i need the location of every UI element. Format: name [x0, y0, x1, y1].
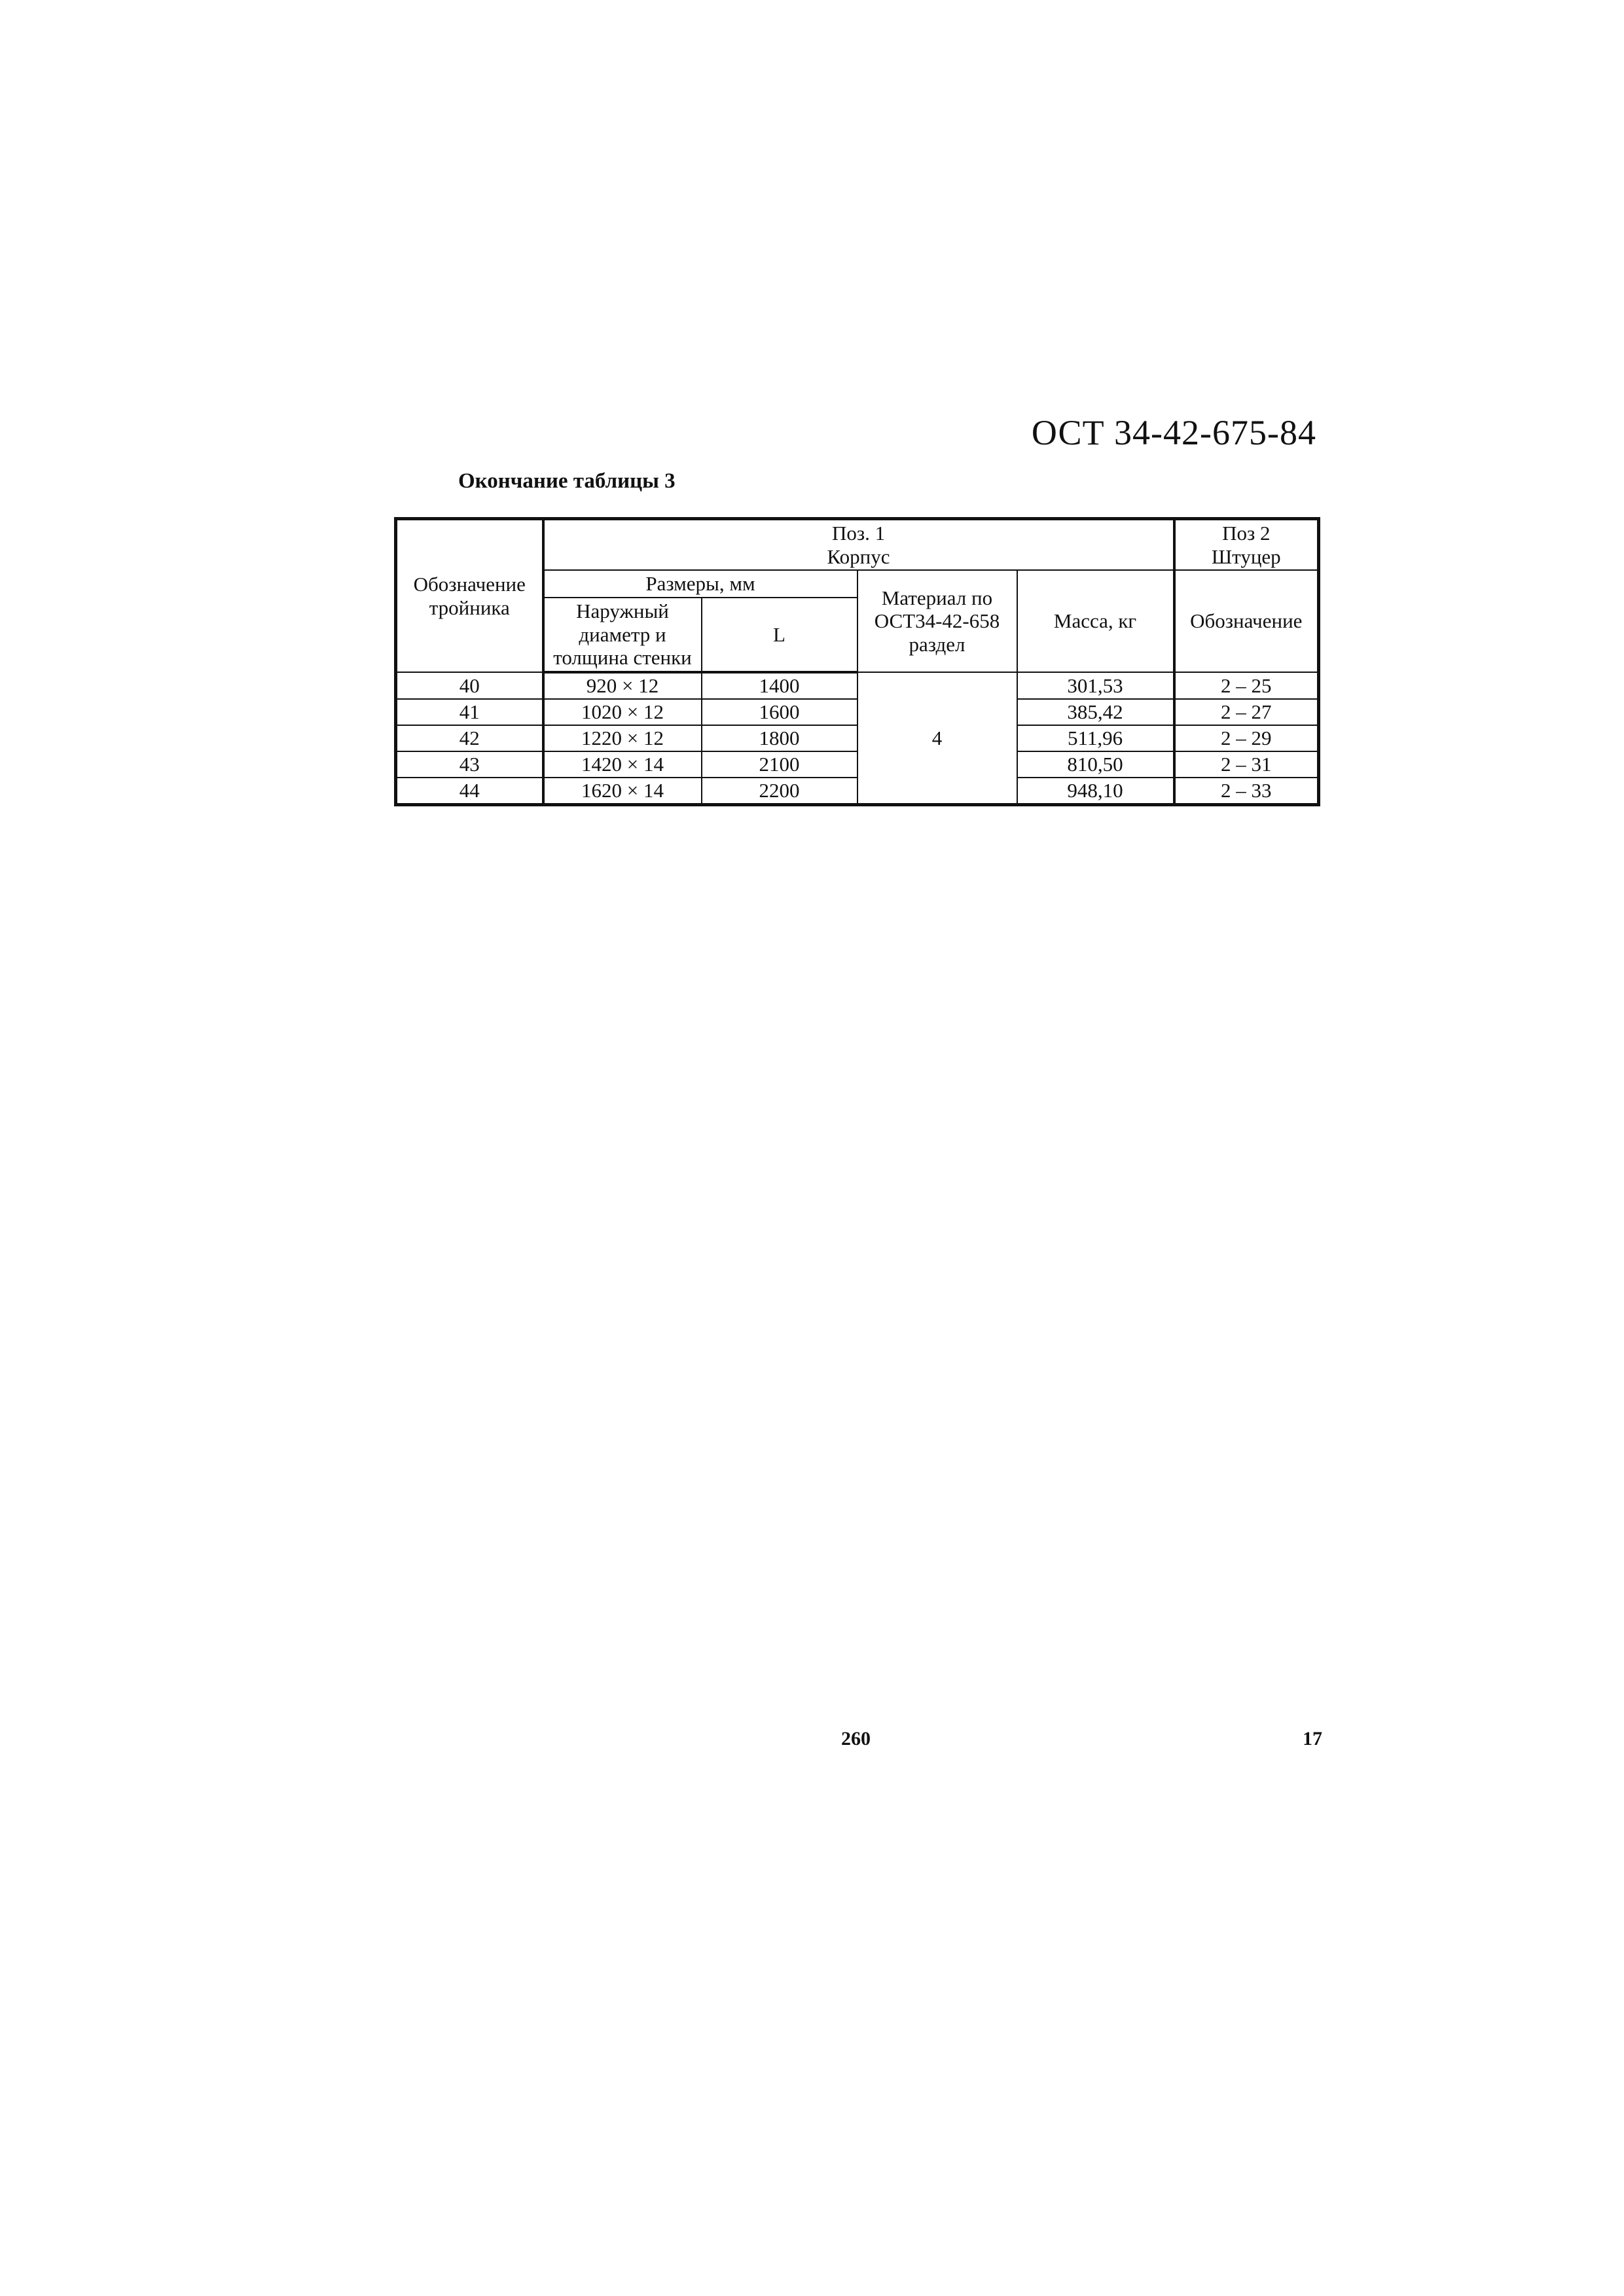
- header-body-label: Корпус: [827, 545, 890, 568]
- header-mass: Масса, кг: [1017, 570, 1174, 672]
- table-caption: Окончание таблицы 3: [458, 469, 676, 493]
- cell-designation: 43: [396, 751, 543, 778]
- cell-length: 1400: [702, 672, 857, 699]
- cell-mass: 301,53: [1017, 672, 1174, 699]
- page-number: 260: [841, 1728, 871, 1749]
- cell-mass: 511,96: [1017, 725, 1174, 751]
- cell-fitting: 2 – 31: [1174, 751, 1319, 778]
- header-dimensions: Размеры, мм: [543, 570, 857, 598]
- cell-fitting: 2 – 27: [1174, 699, 1319, 725]
- cell-designation: 42: [396, 725, 543, 751]
- table-row: [396, 672, 1319, 699]
- cell-length: 1800: [702, 725, 857, 751]
- cell-length: 2100: [702, 751, 857, 778]
- header-pos1-label: Поз. 1: [831, 522, 886, 545]
- header-length: L: [702, 598, 857, 672]
- header-pos2: [1174, 519, 1319, 571]
- header-pos1: [543, 519, 1174, 571]
- header-pos2-label: Поз 2: [1222, 522, 1271, 545]
- cell-diameter: 920 × 12: [543, 672, 702, 699]
- cell-length: 2200: [702, 778, 857, 805]
- cell-fitting: 2 – 29: [1174, 725, 1319, 751]
- header-designation: Обозначение тройника: [396, 519, 543, 672]
- cell-mass: 948,10: [1017, 778, 1174, 805]
- cell-mass: 385,42: [1017, 699, 1174, 725]
- header-outer-diameter: Наружный диаметр и толщина стенки: [543, 598, 702, 672]
- cell-diameter: 1420 × 14: [543, 751, 702, 778]
- document-code: ОСТ 34-42-675-84: [1031, 413, 1316, 452]
- header-fitting-designation: Обозначение: [1174, 570, 1319, 672]
- cell-fitting: 2 – 25: [1174, 672, 1319, 699]
- header-material: Материал по ОСТ34-42-658 раздел: [857, 570, 1017, 672]
- cell-material: 4: [857, 672, 1017, 805]
- cell-fitting: 2 – 33: [1174, 778, 1319, 805]
- cell-mass: 810,50: [1017, 751, 1174, 778]
- cell-designation: 41: [396, 699, 543, 725]
- cell-diameter: 1620 × 14: [543, 778, 702, 805]
- header-fitting-label: Штуцер: [1211, 545, 1281, 568]
- cell-designation: 44: [396, 778, 543, 805]
- cell-designation: 40: [396, 672, 543, 699]
- cell-length: 1600: [702, 699, 857, 725]
- sheet-number: 17: [1303, 1728, 1322, 1749]
- cell-diameter: 1020 × 12: [543, 699, 702, 725]
- spec-table: [394, 517, 1320, 806]
- cell-diameter: 1220 × 12: [543, 725, 702, 751]
